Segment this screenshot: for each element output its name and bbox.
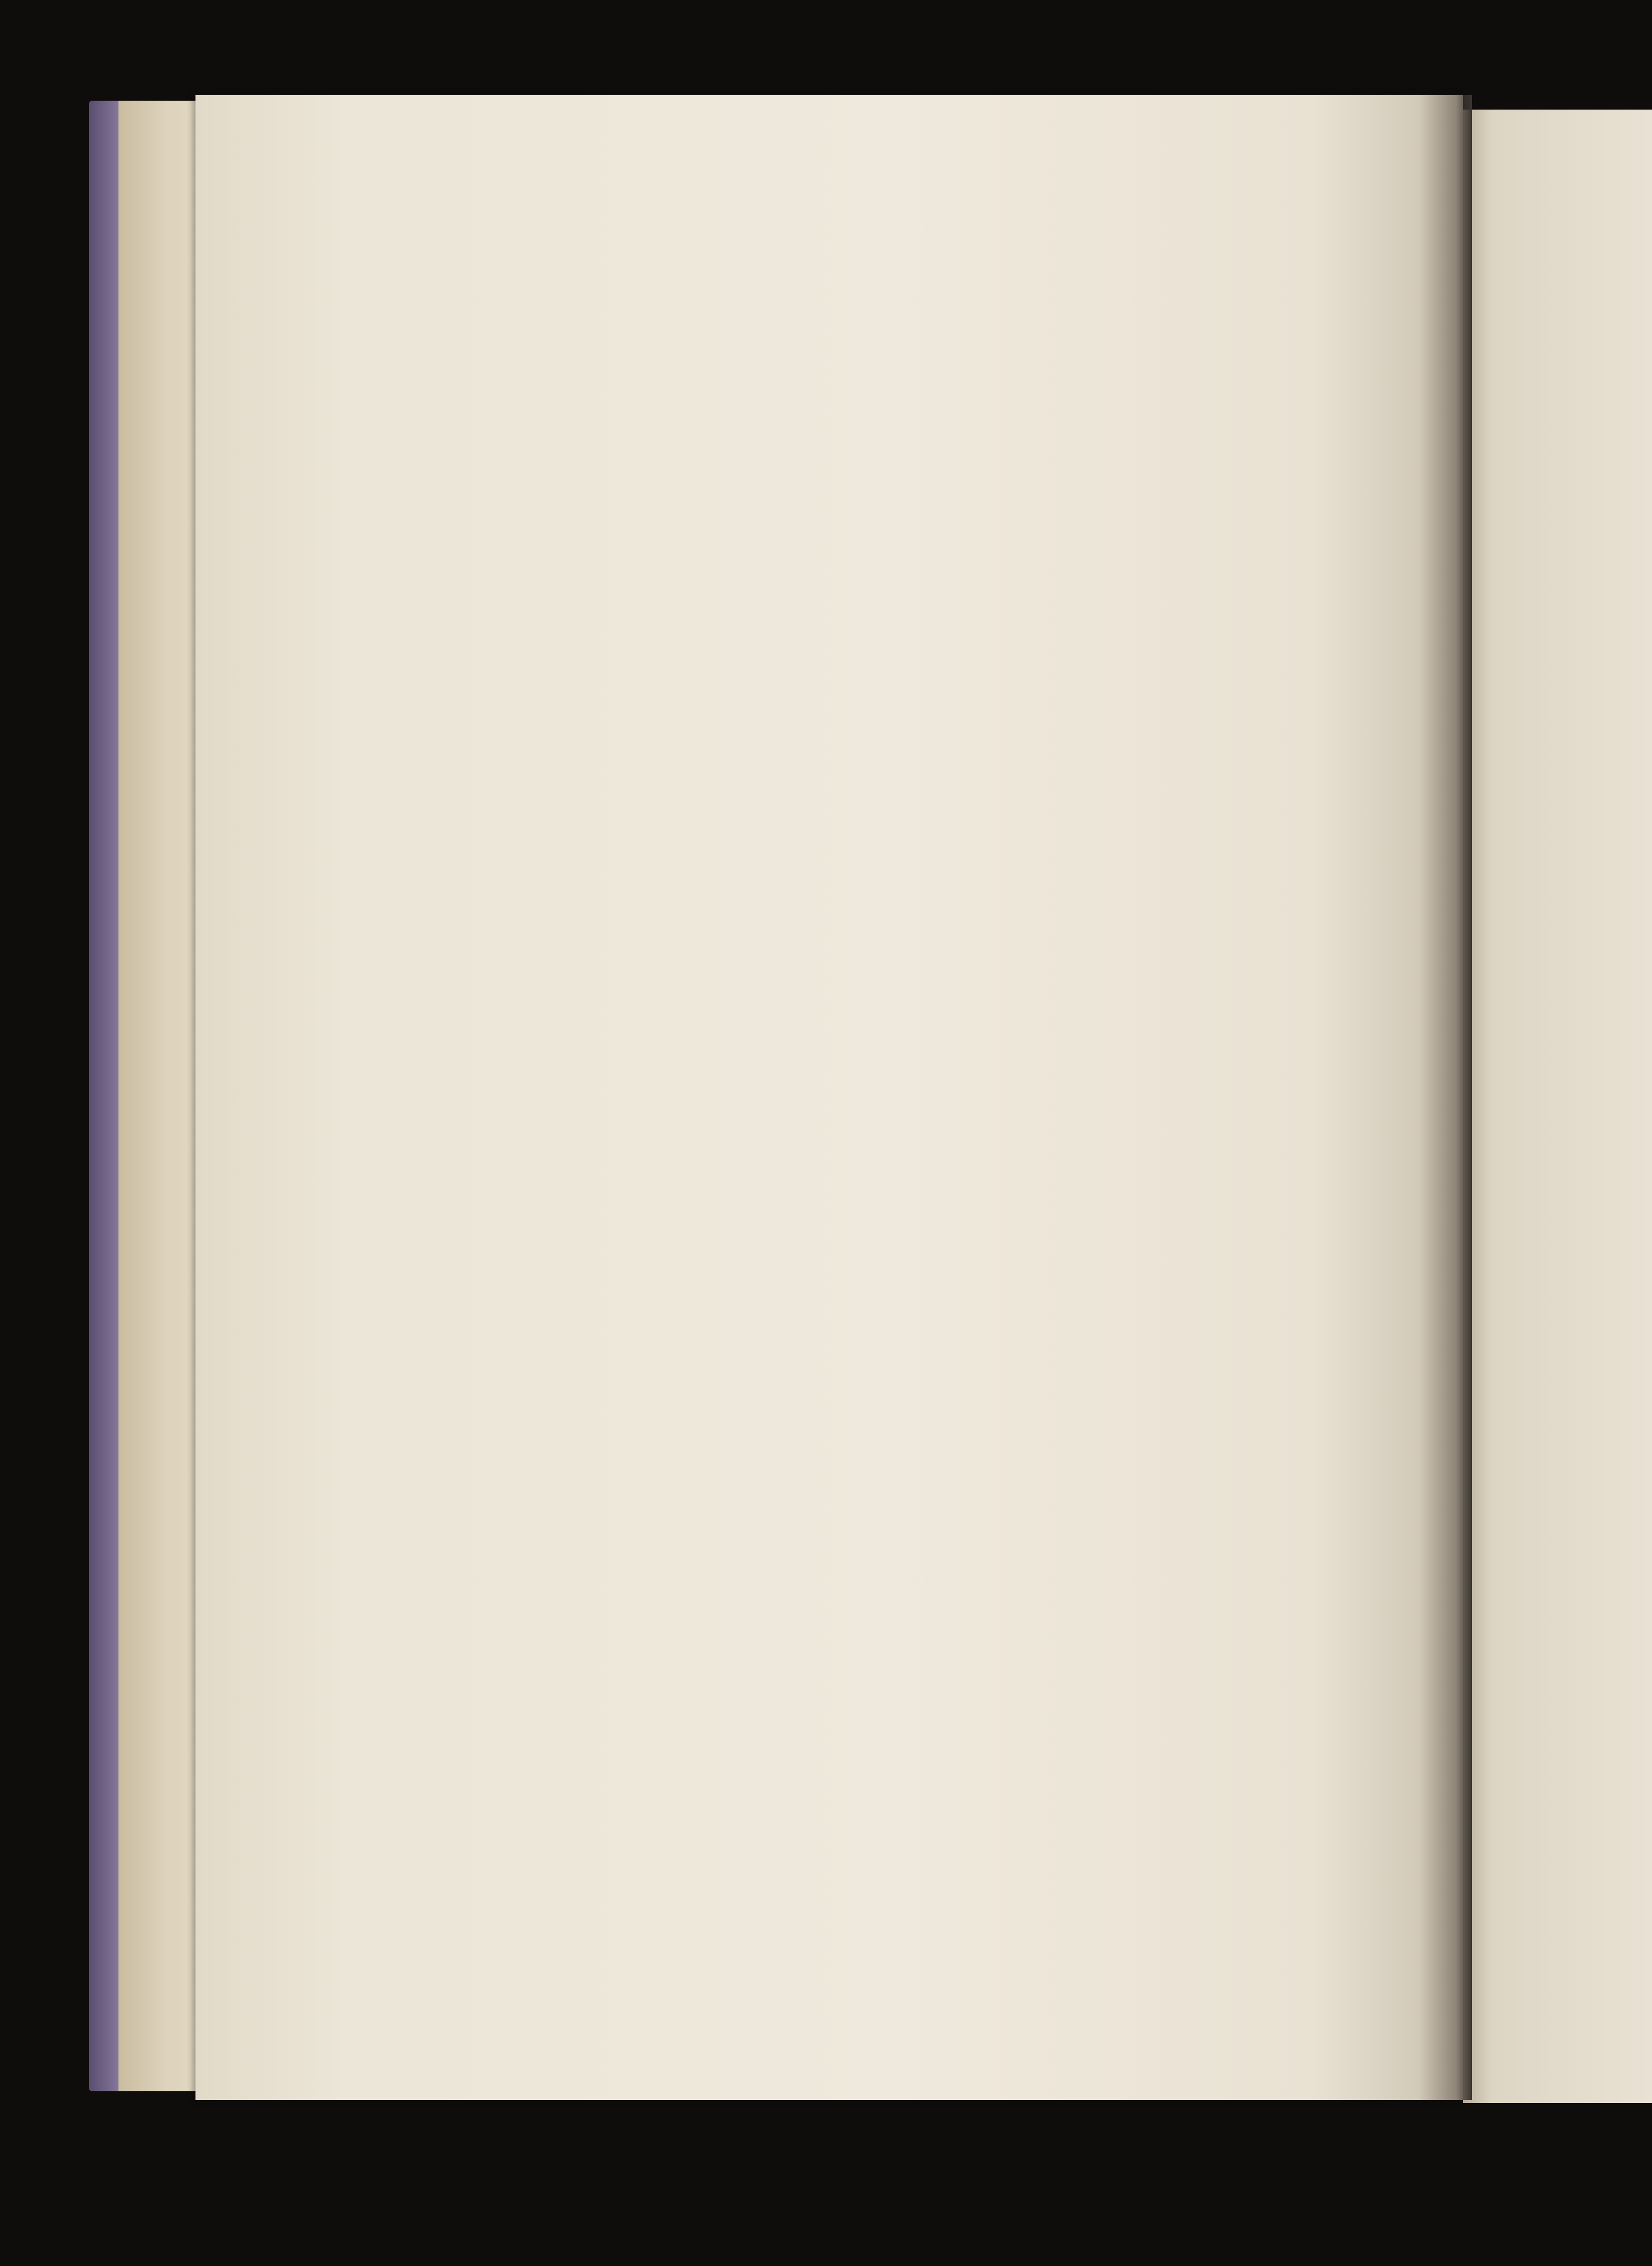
text-line (480, 572, 1395, 617)
text-line (480, 1241, 1395, 1285)
page-number (0, 270, 1652, 312)
text-line (480, 1419, 1395, 1463)
text-line (480, 1107, 1395, 1151)
text-line (480, 1151, 1395, 1196)
text-line (480, 706, 1395, 751)
right-page (1463, 110, 1652, 2103)
text-line (480, 1463, 1395, 1508)
text-line (480, 661, 1395, 706)
text-line (480, 973, 1395, 1018)
text-line (480, 1552, 1395, 1597)
text-line (480, 1641, 1395, 1685)
text-line (480, 1686, 1395, 1730)
book-gutter (1419, 95, 1472, 2100)
text-line (480, 1285, 1395, 1329)
text-line (480, 884, 1395, 928)
text-line (480, 1730, 1395, 1775)
text-line (480, 795, 1395, 839)
text-line (480, 350, 1395, 394)
left-page-text (480, 350, 1395, 1775)
text-line (480, 617, 1395, 661)
text-line (480, 1018, 1395, 1062)
text-line (480, 839, 1395, 884)
text-line (480, 1329, 1395, 1374)
text-line (480, 1508, 1395, 1552)
text-line (480, 928, 1395, 973)
text-line (480, 438, 1395, 483)
text-line (480, 1374, 1395, 1418)
text-line (480, 483, 1395, 528)
text-line (480, 751, 1395, 795)
text-line (480, 1196, 1395, 1241)
text-line (480, 394, 1395, 438)
text-line (480, 1062, 1395, 1107)
text-line (480, 1597, 1395, 1641)
text-line (480, 528, 1395, 572)
